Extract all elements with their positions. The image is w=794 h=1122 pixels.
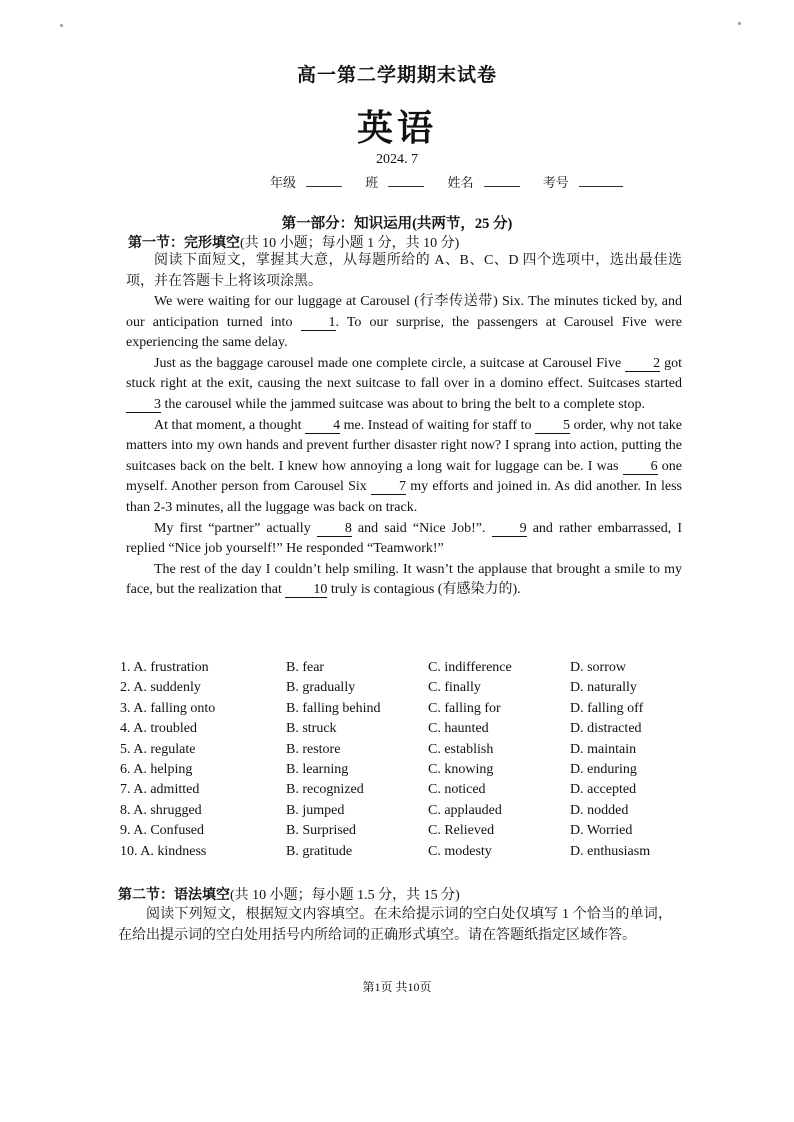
- passage-text: My first “partner” actually: [154, 520, 317, 536]
- blank-6[interactable]: 6: [623, 459, 658, 475]
- option-3-A[interactable]: 3. A. falling onto: [120, 700, 216, 716]
- option-10-A[interactable]: 10. A. kindness: [120, 843, 207, 859]
- section1-note: (共 10 小题；每小题 1 分，共 10 分): [240, 236, 460, 251]
- blank-8[interactable]: 8: [317, 521, 352, 537]
- option-1-D[interactable]: D. sorrow: [570, 660, 626, 675]
- passage-text: my efforts and joined in. As did another. In less than 2-3 minutes, all the luggage was back on track.: [126, 479, 682, 515]
- grade-field[interactable]: 年级: [270, 175, 352, 190]
- blank-10[interactable]: 10: [285, 582, 327, 598]
- exam-title: 高一第二学期期末试卷: [296, 65, 497, 86]
- name-field[interactable]: 姓名: [448, 175, 530, 190]
- option-4-A[interactable]: 4. A. troubled: [120, 721, 197, 737]
- option-4-C[interactable]: C. haunted: [428, 721, 489, 737]
- passage-paragraph: [126, 354, 682, 416]
- cloze-passage: [126, 292, 682, 601]
- blank-4[interactable]: 4: [305, 418, 340, 434]
- option-2-C[interactable]: C. finally: [428, 680, 481, 696]
- option-2-A[interactable]: 2. A. suddenly: [120, 680, 201, 696]
- passage-text: Just as the baggage carousel made one complete circle, a suitcase at Carousel Five: [154, 355, 626, 371]
- scan-speck: [60, 24, 63, 27]
- option-5-C[interactable]: C. establish: [428, 741, 494, 757]
- option-2-D[interactable]: D. naturally: [570, 680, 637, 696]
- page-footer: 第1页 共10页: [362, 980, 432, 994]
- passage-text: . To our surprise, the passengers at Carousel Five were experiencing the same delay.: [126, 314, 682, 351]
- section2-heading: [118, 884, 460, 904]
- blank-3[interactable]: 3: [126, 397, 161, 413]
- blank-2[interactable]: 2: [625, 356, 660, 372]
- passage-text: and rather embarrassed, I replied “Nice job yourself!” He responded “Teamwork!”: [126, 520, 683, 557]
- option-9-C[interactable]: C. Relieved: [428, 823, 495, 839]
- passage-text: got stuck right at the exit, causing the next suitcase to fall over in a domino effect. Suitcases started: [126, 355, 683, 392]
- option-9-B[interactable]: B. Surprised: [286, 823, 356, 839]
- passage-text: At that moment, a thought: [154, 417, 306, 433]
- section1-heading: [128, 232, 459, 252]
- option-1-B[interactable]: B. fear: [286, 660, 325, 675]
- passage-text: truly is contagious (有感染力的).: [327, 582, 521, 598]
- option-9-A[interactable]: 9. A. Confused: [120, 823, 204, 839]
- option-3-B[interactable]: B. falling behind: [286, 700, 381, 716]
- subject-title: 英语: [356, 108, 437, 148]
- option-5-B[interactable]: B. restore: [286, 741, 341, 757]
- option-4-D[interactable]: D. distracted: [570, 721, 642, 737]
- option-10-D[interactable]: D. enthusiasm: [570, 843, 651, 859]
- part1-title: 第一部分：知识运用(共两节，25 分): [281, 216, 513, 232]
- exam-date: 2024. 7: [376, 152, 418, 167]
- option-4-B[interactable]: B. struck: [286, 721, 337, 737]
- passage-paragraph: [126, 416, 682, 519]
- passage-paragraph: [126, 292, 682, 354]
- option-5-A[interactable]: 5. A. regulate: [120, 741, 196, 757]
- class-field[interactable]: 班: [365, 175, 434, 190]
- blank-1[interactable]: 1: [301, 315, 336, 331]
- passage-text: one myself. Another person from Carousel Six: [126, 458, 683, 495]
- section2-instruction: 阅读下列短文，根据短文内容填空。在未给提示词的空白处仅填写 1 个恰当的单词，在给出提示词的空白处用括号内所给词的正确形式填空。请在答题纸指定区域作答。: [118, 907, 672, 943]
- option-10-B[interactable]: B. gratitude: [286, 843, 353, 859]
- option-3-D[interactable]: D. falling off: [570, 700, 644, 716]
- option-2-B[interactable]: B. gradually: [286, 680, 356, 696]
- option-7-C[interactable]: C. noticed: [428, 782, 486, 798]
- option-8-B[interactable]: B. jumped: [286, 802, 345, 818]
- student-info-fields: [270, 172, 643, 191]
- option-8-A[interactable]: 8. A. shrugged: [120, 802, 202, 818]
- passage-text: the carousel while the jammed suitcase was about to bring the belt to a complete stop.: [161, 396, 646, 412]
- option-8-C[interactable]: C. applauded: [428, 802, 502, 818]
- passage-text: and said “Nice Job!”.: [351, 520, 492, 536]
- option-9-D[interactable]: D. Worried: [570, 823, 633, 839]
- scan-speck: [738, 22, 741, 25]
- option-7-B[interactable]: B. recognized: [286, 782, 364, 798]
- option-6-D[interactable]: D. enduring: [570, 761, 637, 777]
- blank-5[interactable]: 5: [535, 418, 570, 434]
- option-6-A[interactable]: 6. A. helping: [120, 761, 193, 777]
- passage-paragraph: [126, 560, 682, 601]
- passage-text: order, why not take matters into my own hands and prevent further disaster right now? I sprang into action, putting the suitcases back on the belt. I knew how annoying a long wait for luggage can be. I was: [126, 417, 682, 474]
- exam-number-field[interactable]: 考号: [543, 175, 633, 190]
- option-3-C[interactable]: C. falling for: [428, 700, 501, 716]
- passage-text: me. Instead of waiting for staff to: [340, 417, 536, 433]
- passage-text: We were waiting for our luggage at Carousel (行李传送带) Six. The minutes ticked by, and our anticipation turned into: [126, 294, 682, 330]
- section2-name: 第二节：语法填空: [118, 888, 230, 903]
- option-1-A[interactable]: 1. A. frustration: [120, 660, 209, 675]
- option-5-D[interactable]: D. maintain: [570, 741, 637, 757]
- option-7-A[interactable]: 7. A. admitted: [120, 782, 200, 798]
- passage-paragraph: [126, 519, 682, 560]
- option-8-D[interactable]: D. nodded: [570, 802, 629, 818]
- section1-name: 第一节：完形填空: [128, 236, 240, 251]
- section2-note: (共 10 小题；每小题 1.5 分，共 15 分): [230, 888, 460, 903]
- option-6-C[interactable]: C. knowing: [428, 761, 494, 777]
- option-1-C[interactable]: C. indifference: [428, 660, 512, 675]
- option-7-D[interactable]: D. accepted: [570, 782, 637, 798]
- blank-9[interactable]: 9: [492, 521, 527, 537]
- blank-7[interactable]: 7: [371, 479, 406, 495]
- passage-text: The rest of the day I couldn’t help smiling. It wasn’t the applause that brought a smile to my face, but the realization that: [126, 561, 682, 598]
- option-6-B[interactable]: B. learning: [286, 761, 349, 777]
- section1-instruction: 阅读下面短文，掌握其大意，从每题所给的 A、B、C、D 四个选项中，选出最佳选项，并在答题卡上将该项涂黑。: [126, 253, 682, 289]
- option-10-C[interactable]: C. modesty: [428, 843, 492, 859]
